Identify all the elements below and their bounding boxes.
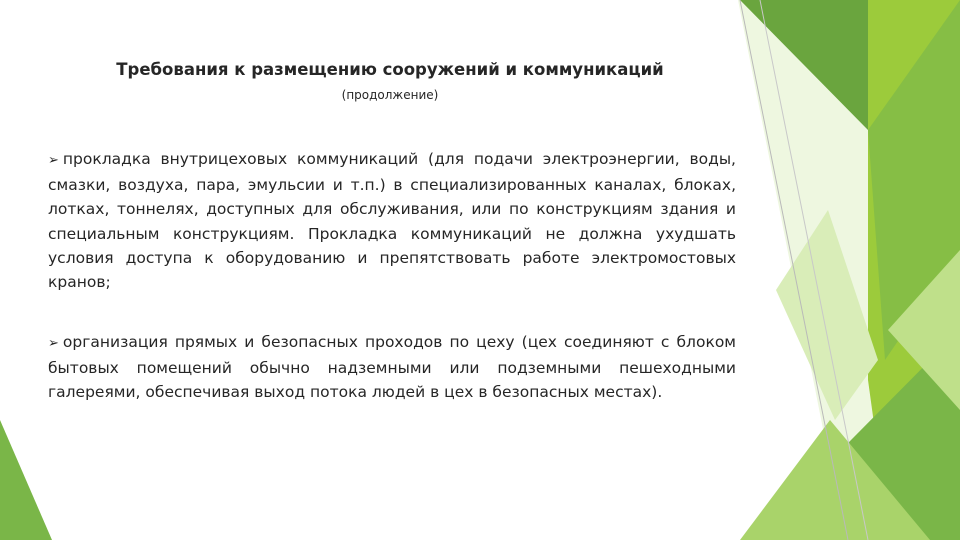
slide-subtitle: (продолжение) bbox=[341, 88, 439, 102]
bullet-item-2 bbox=[48, 330, 736, 405]
bullet-item-1 bbox=[48, 147, 736, 294]
bullet-text: прокладка внутрицеховых коммуникаций (для подачи электроэнергии, воды, смазки, воздуха, пара, эмульсии и т.п.) в специализированных каналах, блоках, лотках, тоннелях, доступных для обслуживания, или по конструкциям здания и специальным конструкциям. Прокладка коммуникаций не должна ухудшать условия доступа к оборудованию и препятствовать работе электромостовых кранов; bbox=[48, 150, 736, 292]
slide-title: Требования к размещению сооружений и коммуникаций bbox=[116, 60, 664, 79]
arrow-bullet-icon: ➢ bbox=[48, 336, 59, 351]
arrow-bullet-icon: ➢ bbox=[48, 153, 59, 168]
bullet-text: организация прямых и безопасных проходов по цеху (цех соединяют с блоком бытовых помещений обычно надземными или подземными пешеходными галереями, обеспечивая выход потока людей в цех в безопасных местах). bbox=[48, 333, 736, 402]
left-corner-triangle bbox=[0, 420, 52, 540]
